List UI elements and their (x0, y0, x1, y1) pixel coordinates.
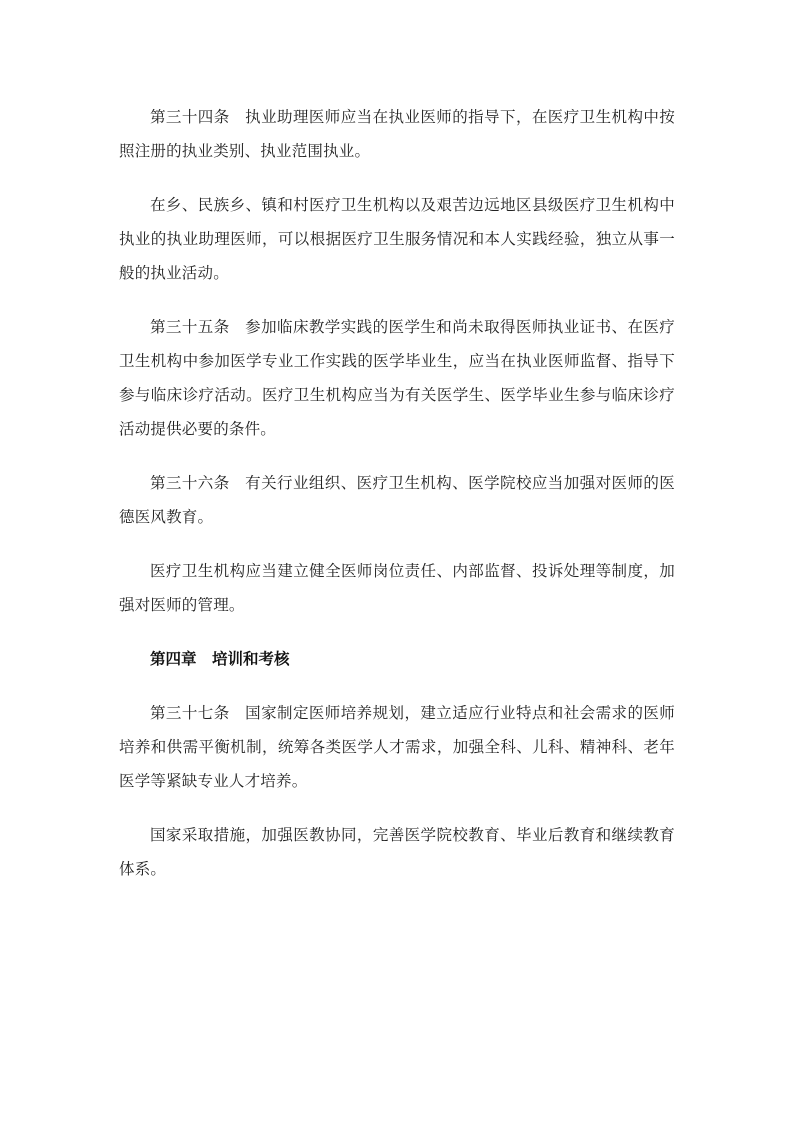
paragraph-article-34 (119, 100, 675, 168)
article-text: 国家制定医师培养规划，建立适应行业特点和社会需求的医师培养和供需平衡机制，统筹各类医学人才需求，加强全科、儿科、精神科、老年医学等紧缺专业人才培养。 (119, 704, 675, 790)
article-number: 第三十五条 (150, 318, 230, 336)
document-body (119, 100, 675, 906)
article-number: 第三十四条 (150, 108, 230, 126)
article-text: 参加临床教学实践的医学生和尚未取得医师执业证书、在医疗卫生机构中参加医学专业工作实践的医学毕业生，应当在执业医师监督、指导下参与临床诊疗活动。医疗卫生机构应当为有关医学生、医学毕业生参与临床诊疗活动提供必要的条件。 (119, 318, 675, 438)
chapter-number: 第四章 (150, 650, 197, 668)
article-number: 第三十六条 (150, 474, 230, 492)
paragraph-article-36 (119, 466, 675, 534)
paragraph-article-37-clause-2 (119, 818, 675, 886)
paragraph-article-36-clause-2 (119, 554, 675, 622)
paragraph-article-34-clause-2 (119, 188, 675, 290)
article-text: 执业助理医师应当在执业医师的指导下，在医疗卫生机构中按照注册的执业类别、执业范围执业。 (119, 108, 675, 160)
article-text: 国家采取措施，加强医教协同，完善医学院校教育、毕业后教育和继续教育体系。 (119, 826, 675, 878)
article-text: 在乡、民族乡、镇和村医疗卫生机构以及艰苦边远地区县级医疗卫生机构中执业的执业助理医师，可以根据医疗卫生服务情况和本人实践经验，独立从事一般的执业活动。 (119, 196, 675, 282)
article-number: 第三十七条 (150, 704, 230, 722)
chapter-heading (119, 642, 675, 676)
paragraph-article-35 (119, 310, 675, 446)
chapter-title: 培训和考核 (212, 650, 290, 668)
article-text: 医疗卫生机构应当建立健全医师岗位责任、内部监督、投诉处理等制度，加强对医师的管理。 (119, 562, 675, 614)
article-text: 有关行业组织、医疗卫生机构、医学院校应当加强对医师的医德医风教育。 (119, 474, 675, 526)
paragraph-article-37 (119, 696, 675, 798)
